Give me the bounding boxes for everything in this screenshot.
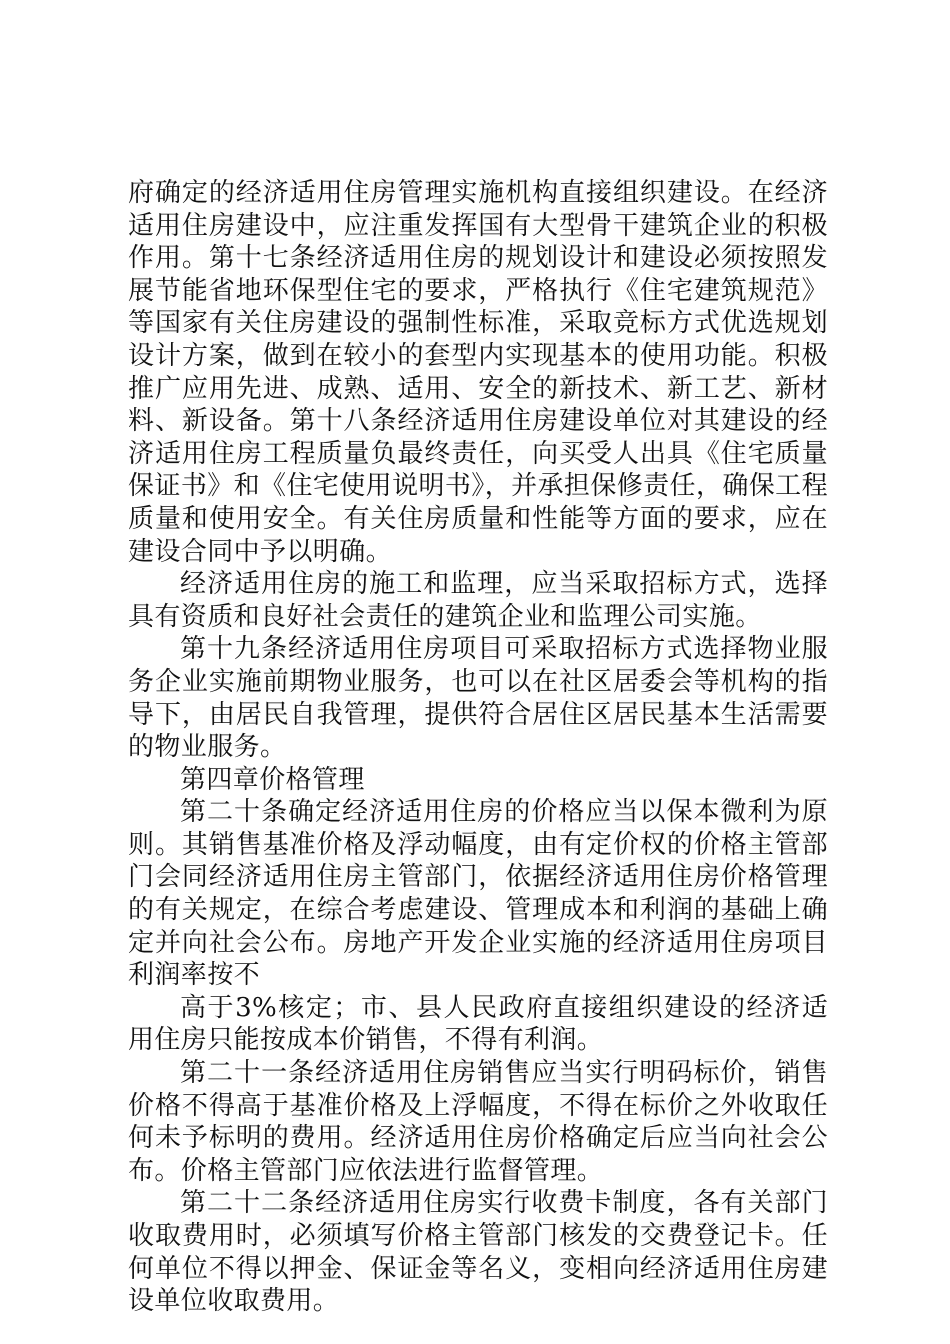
- paragraph-article-22: 第二十二条经济适用住房实行收费卡制度，各有关部门收取费用时，必须填写价格主管部门核发的交费登记卡。任何单位不得以押金、保证金等名义，变相向经济适用住房建设单位收取费用。: [128, 1188, 828, 1317]
- paragraph-construction-supervision: 经济适用住房的施工和监理，应当采取招标方式，选择具有资质和良好社会责任的建筑企业和监理公司实施。: [128, 569, 828, 632]
- document-body: [128, 177, 828, 1318]
- paragraph-article-19: 第十九条经济适用住房项目可采取招标方式选择物业服务企业实施前期物业服务，也可以在社区居委会等机构的指导下，由居民自我管理，提供符合居住区居民基本生活需要的物业服务。: [128, 634, 828, 763]
- paragraph-article-20-continued: 高于3%核定；市、县人民政府直接组织建设的经济适用住房只能按成本价销售，不得有利润。: [128, 992, 828, 1056]
- chapter-heading-price-management: 第四章价格管理: [180, 764, 365, 795]
- paragraph-article-20: 第二十条确定经济适用住房的价格应当以保本微利为原则。其销售基准价格及浮动幅度，由有定价权的价格主管部门会同经济适用住房主管部门，依据经济适用住房价格管理的有关规定，在综合考虑建设、管理成本和利润的基础上确定并向社会公布。房地产开发企业实施的经济适用住房项目利润率按不: [128, 797, 828, 991]
- paragraph-article-21: 第二十一条经济适用住房销售应当实行明码标价，销售价格不得高于基准价格及上浮幅度，不得在标价之外收取任何未予标明的费用。经济适用住房价格确定后应当向社会公布。价格主管部门应依法进行监督管理。: [128, 1058, 828, 1186]
- paragraph-articles-16-18: 府确定的经济适用住房管理实施机构直接组织建设。在经济适用住房建设中，应注重发挥国有大型骨干建筑企业的积极作用。第十七条经济适用住房的规划设计和建设必须按照发展节能省地环保型住宅的要求，严格执行《住宅建筑规范》等国家有关住房建设的强制性标准，采取竞标方式优选规划设计方案，做到在较小的套型内实现基本的使用功能。积极推广应用先进、成熟、适用、安全的新技术、新工艺、新材料、新设备。第十八条经济适用住房建设单位对其建设的经济适用住房工程质量负最终责任，向买受人出具《住宅质量保证书》和《住宅使用说明书》，并承担保修责任，确保工程质量和使用安全。有关住房质量和性能等方面的要求，应在建设合同中予以明确。: [128, 178, 828, 567]
